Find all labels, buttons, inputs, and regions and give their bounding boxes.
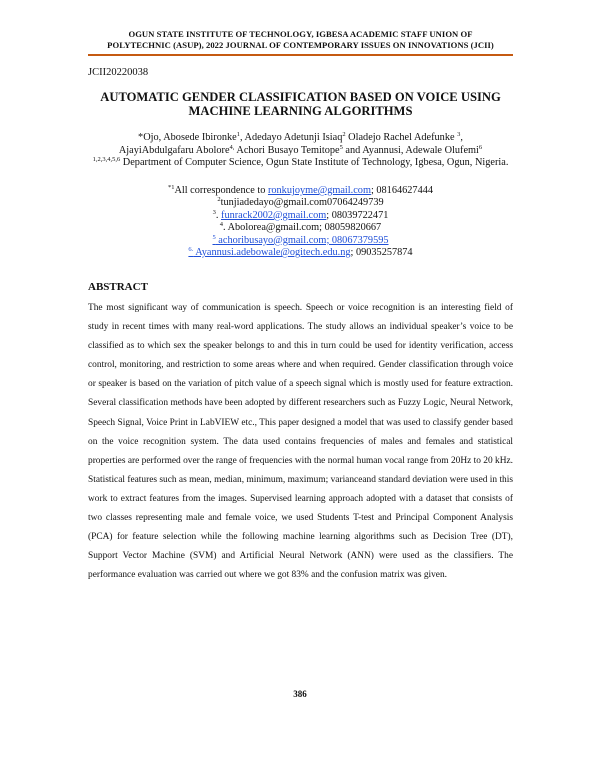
author-3: Oladejo Rachel Adefunke (345, 132, 458, 143)
contact-block (88, 185, 513, 259)
contact-2-text: tunjiadedayo@gmail.com07064249739 (220, 197, 384, 209)
abstract-heading: ABSTRACT (88, 281, 148, 293)
author-2: , Adedayo Adetunji Isiaq (239, 132, 343, 143)
contact-6-email: Ayannusi.adebowale@ogitech.edu.ng (193, 247, 351, 259)
author-6-sup: 6 (478, 143, 483, 151)
author-6: and Ayannusi, Adewale Olufemi (342, 144, 479, 156)
author-4-sup: 4, (229, 143, 235, 151)
contact-3 (88, 210, 513, 222)
contact-5-sup: 5 (212, 233, 216, 241)
article-id: JCII20220038 (88, 67, 149, 78)
contact-4 (88, 222, 513, 234)
author-2-sup: 2 (342, 131, 346, 138)
journal-header-line-2: POLYTECHNIC (ASUP), 2022 JOURNAL OF CONTEMPORARY ISSUES ON INNOVATIONS (JCII) (107, 40, 494, 50)
author-block (88, 132, 513, 170)
contact-5-email-link[interactable] (212, 235, 388, 246)
journal-header (88, 29, 513, 51)
contact-1-phone: ; 08164627444 (370, 185, 434, 196)
header-divider (88, 54, 513, 56)
author-3-sep: , (460, 132, 463, 143)
contact-3-phone: ; 08039722471 (326, 209, 389, 221)
contact-3-sep: . (215, 209, 222, 221)
affiliation (88, 157, 513, 170)
contact-1-sup: *1 (167, 184, 175, 191)
author-line-1 (88, 132, 513, 145)
contact-3-sup: 3 (212, 208, 216, 216)
page-number: 386 (293, 689, 307, 699)
author-3-sup: 3 (457, 131, 461, 138)
contact-2-sup: 2 (217, 196, 221, 204)
journal-header-line-1: OGUN STATE INSTITUTE OF TECHNOLOGY, IGBESA ACADEMIC STAFF UNION OF (128, 29, 473, 39)
author-1: *Ojo, Abosede Ibironke (138, 132, 237, 143)
contact-6 (88, 247, 513, 259)
affiliation-text: Department of Computer Science, Ogun State Institute of Technology, Igbesa, Ogun, Nigeria. (120, 157, 509, 169)
paper-title-line-2: MACHINE LEARNING ALGORITHMS (188, 104, 413, 118)
author-1-sup: 1 (236, 131, 240, 138)
contact-3-email-link[interactable]: funrack2002@gmail.com (221, 209, 327, 221)
contact-6-phone: ; 09035257874 (350, 247, 413, 259)
paper-title-line-1: AUTOMATIC GENDER CLASSIFICATION BASED ON VOICE USING (100, 90, 501, 104)
abstract-body: The most significant way of communication is speech. Speech or voice recognition is an interesting field of study in recent times with many real-word applications. The study allows an individual speaker’s voice to be classified as to which sex the speaker belongs to and this in turn could be used for identity verification, access control, monitoring, and restriction to some areas where and when required. Gender classification through voice or speaker is based on the variation of pitch value of a speech signal which is mostly used for feature extraction. Several classification methods have been adopted by different researchers such as Fuzzy Logic, Neural Network, Speech Signal, Voice Print in LabVIEW etc., This paper designed a model that was used to classify gender based on the voice recognition system. The data used contains frequencies of males and females and statistical properties are performed over the range of frequencies with the normal human vocal range from 20Hz to 20 kHz. Statistical features such as mean, median, minimum, maximum; varianceand standard deviation were used in this work to extract features from the images. Supervised learning approach adopted with a dataset that consists of two classes representing male and female voice, we used Students T-test and Principal Component Analysis (PCA) for feature selection while the following machine learning algorithms such as Decision Tree (DT), Support Vector Machine (SVM) and Artificial Neural Network (ANN) were used as the classifiers. The performance evaluation was carried out where we got 83% and the confusion matrix was given. (88, 303, 513, 581)
author-5-sup: 5 (339, 143, 343, 151)
author-4: AjayiAbdulgafaru Abolore (118, 144, 230, 156)
author-5: Achori Busayo Temitope (234, 144, 340, 156)
contact-1-prefix: All correspondence to (174, 185, 268, 196)
affiliation-sup: 1,2,3,4,5,6 (92, 156, 121, 164)
contact-5 (88, 235, 513, 247)
author-line-2 (88, 145, 513, 158)
contact-5-text: achoribusayo@gmail.com; 08067379595 (215, 234, 389, 246)
contact-6-sup: 6. (188, 246, 194, 254)
contact-4-text: . Abolorea@gmail.com; 08059820667 (223, 222, 382, 234)
contact-1-email-link[interactable]: ronkujoyme@gmail.com (267, 185, 371, 196)
contact-6-email-link[interactable] (188, 247, 350, 258)
contact-2 (88, 197, 513, 209)
contact-1 (88, 185, 513, 197)
paper-title (88, 90, 513, 118)
contact-4-sup: 4 (219, 221, 224, 229)
